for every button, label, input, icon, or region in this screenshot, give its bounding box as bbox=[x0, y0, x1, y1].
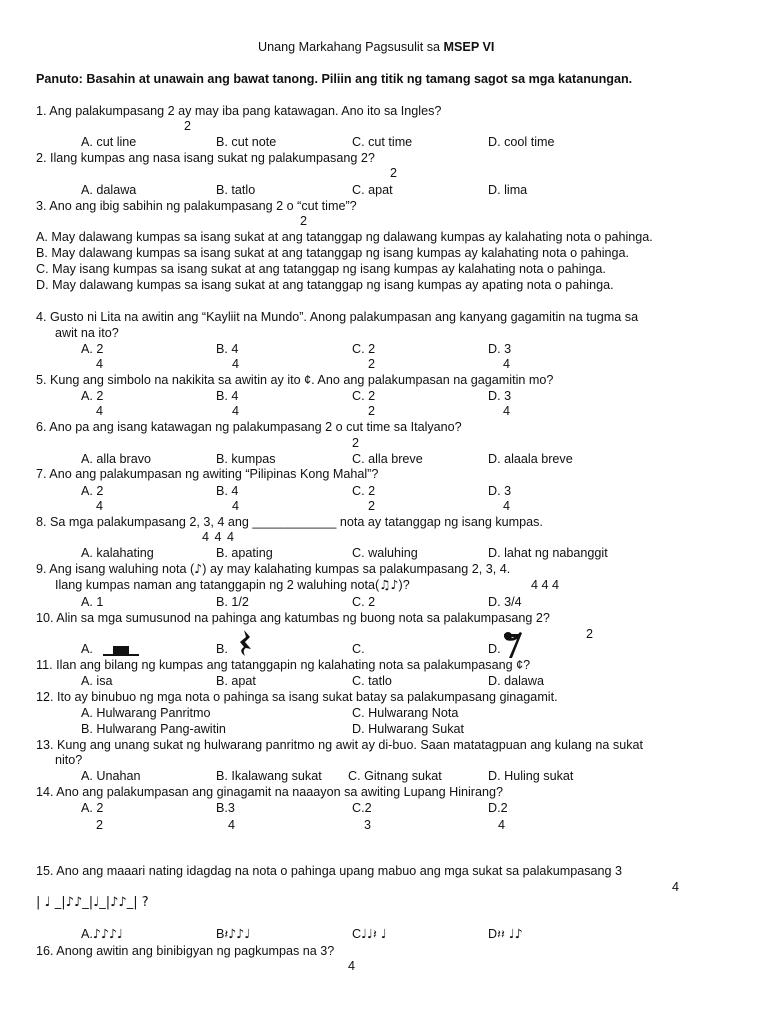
q10-choice-d: D. bbox=[488, 642, 501, 656]
q15-rhythm-pattern: | ♩ _|♪♪_|♩_|♪♪_| ? bbox=[36, 895, 149, 910]
q15-choice-c bbox=[352, 927, 387, 941]
title-text: Unang Markahang Pagsusulit sa bbox=[258, 40, 444, 54]
question-14: 14. Ano ang palakumpasan ang ginagamit na naaayon sa awiting Lupang Hinirang? bbox=[36, 785, 504, 799]
q4-choice-c: C. 2 bbox=[352, 342, 376, 356]
q12-choice-b: B. Hulwarang Pang-awitin bbox=[81, 722, 226, 736]
q9-time-denominators: 4 4 4 bbox=[531, 578, 560, 592]
q6-choice-d: D. alaala breve bbox=[488, 452, 573, 466]
q15-time-denominator: 4 bbox=[672, 880, 680, 894]
q3-choice-d: D. May dalawang kumpas sa isang sukat at ang tatanggap ng isang kumpas ay apating nota o pahinga. bbox=[36, 278, 614, 292]
q8-choice-a: A. kalahating bbox=[81, 546, 154, 560]
q15-choice-b-notes: 𝄽♪♪♩ bbox=[224, 926, 251, 941]
q5-choice-a: A. 2 bbox=[81, 389, 104, 403]
q9-choice-b: B. 1/2 bbox=[216, 595, 249, 609]
q15-choice-b bbox=[216, 927, 250, 941]
q14-choice-b-denominator: 4 bbox=[228, 818, 236, 832]
q5-choice-d-denominator: 4 bbox=[503, 404, 511, 418]
question-13: 13. Kung ang unang sukat ng hulwarang panritmo ng awit ay di-buo. Saan matatagpuan ang kulang na sukat bbox=[36, 738, 644, 752]
question-6: 6. Ano pa ang isang katawagan ng palakumpasang 2 o cut time sa Italyano? bbox=[36, 420, 462, 434]
q2-choice-d: D. lima bbox=[488, 183, 528, 197]
q2-choice-c: C. apat bbox=[352, 183, 393, 197]
eighth-rest-icon bbox=[502, 630, 526, 660]
q11-choice-a: A. isa bbox=[81, 674, 113, 688]
q12-choice-c: C. Hulwarang Nota bbox=[352, 706, 459, 720]
q14-choice-a: A. 2 bbox=[81, 801, 104, 815]
q16-time-denominator: 4 bbox=[348, 959, 356, 973]
q8-choice-d: D. lahat ng nabanggit bbox=[488, 546, 608, 560]
q5-choice-b: B. 4 bbox=[216, 389, 239, 403]
whole-rest-icon bbox=[103, 640, 143, 660]
question-7: 7. Ano ang palakumpasan ng awiting “Pilipinas Kong Mahal”? bbox=[36, 467, 379, 481]
q6-choice-a: A. alla bravo bbox=[81, 452, 152, 466]
eighth-note-icon: ♪ bbox=[194, 561, 203, 576]
q5-choice-c-denominator: 2 bbox=[368, 404, 376, 418]
q13-choice-c: C. Gitnang sukat bbox=[348, 769, 442, 783]
question-8: 8. Sa mga palakumpasang 2, 3, 4 ang ____________ nota ay tatanggap ng isang kumpas. bbox=[36, 515, 543, 529]
q6-choice-c: C. alla breve bbox=[352, 452, 423, 466]
q4-choice-b-denominator: 4 bbox=[232, 357, 240, 371]
q14-choice-d: D.2 bbox=[488, 801, 508, 815]
title-subject: MSEP VI bbox=[443, 40, 495, 54]
q1-time-denominator: 2 bbox=[184, 119, 192, 133]
q7-choice-a-denominator: 4 bbox=[96, 499, 104, 513]
q2-time-denominator: 2 bbox=[390, 166, 398, 180]
question-1: 1. Ang palakumpasang 2 ay may iba pang katawagan. Ano ito sa Ingles? bbox=[36, 104, 442, 118]
q14-choice-a-denominator: 2 bbox=[96, 818, 104, 832]
q5-choice-d: D. 3 bbox=[488, 389, 512, 403]
q15-choice-a bbox=[81, 927, 123, 941]
q7-choice-c: C. 2 bbox=[352, 484, 376, 498]
q15-choice-c-label: C bbox=[352, 927, 362, 941]
question-16: 16. Anong awitin ang binibigyan ng pagkumpas na 3? bbox=[36, 944, 335, 958]
q14-choice-c-denominator: 3 bbox=[364, 818, 372, 832]
q5-choice-b-denominator: 4 bbox=[232, 404, 240, 418]
q12-choice-d: D. Hulwarang Sukat bbox=[352, 722, 464, 736]
q8-time-denominators: 4 4 4 bbox=[202, 530, 235, 544]
q5-choice-a-denominator: 4 bbox=[96, 404, 104, 418]
q14-choice-d-denominator: 4 bbox=[498, 818, 506, 832]
question-9-line2 bbox=[55, 578, 410, 592]
q9-choice-c: C. 2 bbox=[352, 595, 376, 609]
q14-choice-b: B.3 bbox=[216, 801, 235, 815]
q8-choice-b: B. apating bbox=[216, 546, 273, 560]
q4-choice-b: B. 4 bbox=[216, 342, 239, 356]
q1-choice-c: C. cut time bbox=[352, 135, 413, 149]
q9-choice-d: D. 3/4 bbox=[488, 595, 522, 609]
q15-choice-b-label: B bbox=[216, 927, 225, 941]
q4-choice-a: A. 2 bbox=[81, 342, 104, 356]
q15-choice-d-label: D bbox=[488, 927, 498, 941]
q10-choice-a: A. bbox=[81, 642, 93, 656]
question-13-line2: nito? bbox=[55, 753, 83, 767]
q15-choice-c-notes: ♩♩𝄽 ♩ bbox=[361, 926, 387, 941]
q11-choice-c: C. tatlo bbox=[352, 674, 392, 688]
question-10: 10. Alin sa mga sumusunod na pahinga ang katumbas ng buong nota sa palakumpasang 2? bbox=[36, 611, 550, 625]
q14-choice-c: C.2 bbox=[352, 801, 372, 815]
q6-time-denominator: 2 bbox=[352, 436, 360, 450]
q10-choice-b: B. bbox=[216, 642, 228, 656]
q13-choice-a: A. Unahan bbox=[81, 769, 141, 783]
q5-choice-c: C. 2 bbox=[352, 389, 376, 403]
q15-choice-d bbox=[488, 927, 523, 941]
quarter-rest-icon bbox=[236, 628, 256, 658]
q4-choice-c-denominator: 2 bbox=[368, 357, 376, 371]
q7-choice-b-denominator: 4 bbox=[232, 499, 240, 513]
q3-choice-c: C. May isang kumpas sa isang sukat at ang tatanggap ng isang kumpas ay kalahating nota o pahinga. bbox=[36, 262, 606, 276]
q4-choice-a-denominator: 4 bbox=[96, 357, 104, 371]
q9-choice-a: A. 1 bbox=[81, 595, 104, 609]
q15-choice-a-label: A. bbox=[81, 927, 93, 941]
q7-choice-a: A. 2 bbox=[81, 484, 104, 498]
q7-choice-c-denominator: 2 bbox=[368, 499, 376, 513]
q9-line2-part2: )? bbox=[398, 578, 410, 592]
question-3: 3. Ano ang ibig sabihin ng palakumpasang 2 o “cut time”? bbox=[36, 199, 357, 213]
question-9 bbox=[36, 562, 510, 576]
q11-choice-d: D. dalawa bbox=[488, 674, 545, 688]
q2-choice-a: A. dalawa bbox=[81, 183, 137, 197]
q15-choice-a-notes: ♪♪♪♩ bbox=[92, 926, 123, 941]
q12-choice-a: A. Hulwarang Panritmo bbox=[81, 706, 211, 720]
question-4: 4. Gusto ni Lita na awitin ang “Kayliit na Mundo”. Anong palakumpasan ang kanyang gagamitin na tugma sa bbox=[36, 310, 639, 324]
q3-choice-b: B. May dalawang kumpas sa isang sukat at ang tatanggap ng isang kumpas ay kalahating nota o pahinga. bbox=[36, 246, 630, 260]
question-11: 11. Ilan ang bilang ng kumpas ang tatanggapin ng kalahating nota sa palakumpasang ¢? bbox=[36, 658, 531, 672]
q13-choice-d: D. Huling sukat bbox=[488, 769, 574, 783]
q1-choice-a: A. cut line bbox=[81, 135, 137, 149]
q7-choice-d: D. 3 bbox=[488, 484, 512, 498]
beamed-eighth-notes-icon: ♫♪ bbox=[379, 577, 399, 592]
q7-choice-d-denominator: 4 bbox=[503, 499, 511, 513]
q1-choice-b: B. cut note bbox=[216, 135, 277, 149]
q13-choice-b: B. Ikalawang sukat bbox=[216, 769, 322, 783]
q4-choice-d: D. 3 bbox=[488, 342, 512, 356]
q9-line2-part1: Ilang kumpas naman ang tatanggapin ng 2 waluhing nota( bbox=[55, 578, 380, 592]
q11-choice-b: B. apat bbox=[216, 674, 256, 688]
instructions: Panuto: Basahin at unawain ang bawat tanong. Piliin ang titik ng tamang sagot sa mga katanungan. bbox=[36, 72, 633, 86]
question-4-line2: awit na ito? bbox=[55, 326, 119, 340]
document-title bbox=[258, 40, 494, 54]
question-12: 12. Ito ay binubuo ng mga nota o pahinga sa isang sukat batay sa palakumpasang ginagamit. bbox=[36, 690, 558, 704]
question-15: 15. Ano ang maaari nating idagdag na nota o pahinga upang mabuo ang mga sukat sa palakumpasang 3 bbox=[36, 864, 623, 878]
q10-time-denominator: 2 bbox=[586, 627, 594, 641]
q3-choice-a: A. May dalawang kumpas sa isang sukat at ang tatanggap ng dalawang kumpas ay kalahating nota o pahinga. bbox=[36, 230, 653, 244]
q9-text-part2: ) ay may kalahating kumpas sa palakumpasang 2, 3, 4. bbox=[202, 562, 511, 576]
question-5: 5. Kung ang simbolo na nakikita sa awitin ay ito ¢. Ano ang palakumpasan na gagamitin mo? bbox=[36, 373, 554, 387]
q8-choice-c: C. waluhing bbox=[352, 546, 418, 560]
q6-choice-b: B. kumpas bbox=[216, 452, 276, 466]
q9-text-part1: 9. Ang isang waluhing nota ( bbox=[36, 562, 195, 576]
q4-choice-d-denominator: 4 bbox=[503, 357, 511, 371]
q15-choice-d-notes: 𝄽𝄽 ♩♪ bbox=[497, 926, 523, 941]
q7-choice-b: B. 4 bbox=[216, 484, 239, 498]
q10-choice-c: C. bbox=[352, 642, 365, 656]
q1-choice-d: D. cool time bbox=[488, 135, 555, 149]
question-2: 2. Ilang kumpas ang nasa isang sukat ng palakumpasang 2? bbox=[36, 151, 375, 165]
q3-time-denominator: 2 bbox=[300, 214, 308, 228]
q2-choice-b: B. tatlo bbox=[216, 183, 256, 197]
